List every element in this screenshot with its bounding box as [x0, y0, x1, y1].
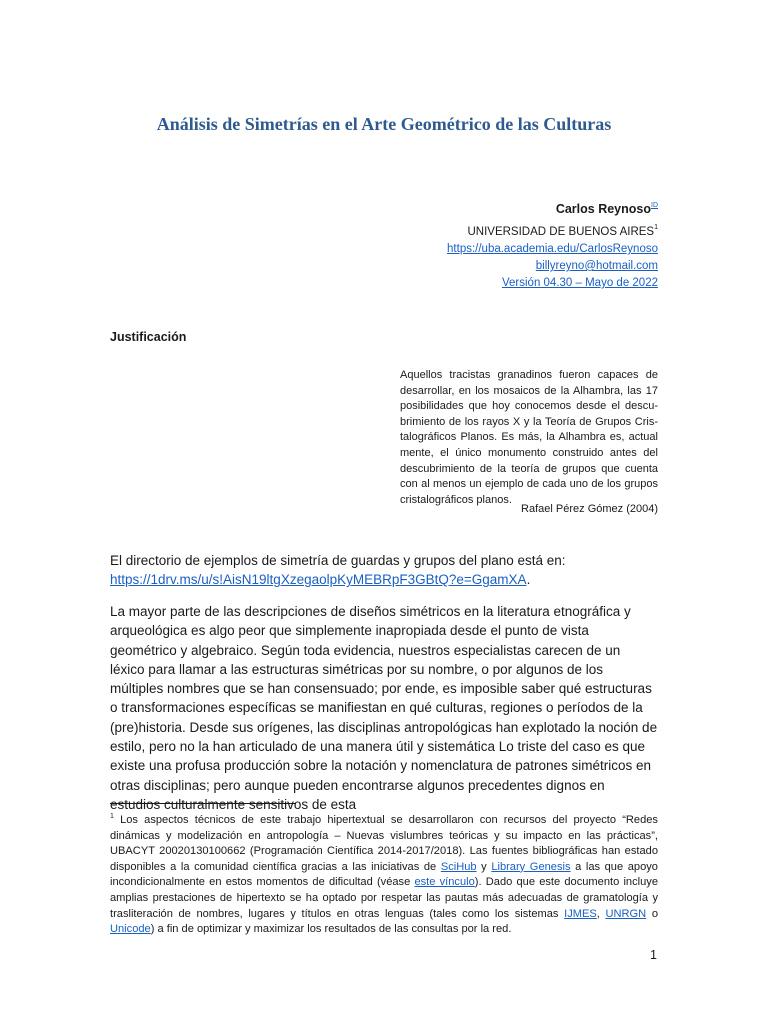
version-line	[298, 275, 658, 292]
academia-link[interactable]: https://uba.academia.edu/CarlosReynoso	[447, 243, 658, 255]
footnote-text-y: y	[481, 860, 487, 873]
footnote-separator	[110, 803, 296, 804]
author-affiliation-line	[298, 219, 658, 241]
este-vinculo-link[interactable]: este vínculo	[414, 876, 475, 889]
library-genesis-link[interactable]: Library Genesis	[491, 860, 571, 873]
scihub-link[interactable]: SciHub	[440, 860, 477, 873]
epigraph-quote: Aquellos tracistas granadinos fueron capaces de desarrollar, en los mosaicos de la Alhambra, las 17 posibilidades que hoy conocemos desde el descubrimiento de los rayos X y la Teoría de Grupos Cristalográficos Planos. Es más, la Alhambra es, actual mente, el único monumento construido antes del descubrimiento de la teoría de grupos que cuenta con al menos un ejemplo de cada uno de los grupos cristalográficos planos.	[400, 369, 658, 506]
author-name-line	[298, 196, 658, 219]
paragraph-main: La mayor parte de las descripciones de diseños simétricos en la literatura etnográfica y arqueológica es algo peor que simplemente inapropiada desde el punto de vista geométrico y algebraico. Según toda evidencia, nuestros especialistas carecen de un léxico para llamar a las estructuras simétricas por su nombre, o por algunos de los múltiples nombres que se han consensuado; por ende, es imposible saber qué estructuras o transformaciones específicas se manifiestan en qué culturas, regiones o períodos de la (pre)historia. Desde sus orígenes, las disciplinas antropológicas han explotado la noción de estilo, pero no la han articulado de una manera útil y sistemática Lo triste del caso es que existe una profusa producción sobre la notación y nomenclatura de patrones simétricos en otras disciplinas; pero aunque pueden encontrarse algunos precedentes dignos en estudios culturalmente sensitivos de esta	[110, 604, 658, 812]
footnote-text-a: Los aspectos técnicos de este trabajo hipertextual se desarrollaron con recursos del proyecto “Redes dinámicas y modelización en antropología – Nuevas vislumbres teóricas y su impacto en las prácticas”, UBACYT 20020130100662 (Programación Científica 2014-2017/2018). Las fuentes bibliográficas han estado disponibles a la comunidad científica gracias a las iniciativas de	[110, 814, 658, 873]
author-block	[298, 196, 658, 292]
ijmes-link[interactable]: IJMES	[564, 907, 597, 920]
unicode-link[interactable]: Unicode	[110, 923, 151, 936]
email-line	[298, 258, 658, 275]
academia-line	[298, 241, 658, 258]
author-affiliation: UNIVERSIDAD DE BUENOS AIRES	[467, 226, 655, 238]
footnote-text-d: ) a fin de optimizar y maximizar los resultados de las consultas por la red.	[150, 923, 512, 936]
footnote-text-c: ). Dado que este documento incluye amplias prestaciones de hipertexto se ha optado por respetar las pautas más adecuadas de gramatología y trasliteración de nombres, lugares y títulos en otras lenguas (tales como los sistemas	[110, 876, 658, 920]
footnote-marker: 1	[110, 813, 114, 820]
epigraph-attribution: Rafael Pérez Gómez (2004)	[521, 503, 658, 515]
author-name: Carlos Reynoso	[555, 202, 651, 216]
page-number: 1	[650, 948, 657, 962]
onedrive-link[interactable]: https://1drv.ms/u/s!AisN19ltgXzegaolpKyMEBRpF3GBtQ?e=GgamXA	[110, 572, 527, 588]
section-heading: Justificación	[110, 330, 187, 344]
footnote-1	[110, 809, 658, 938]
footnote-text-o: o	[651, 907, 658, 920]
orcid-link[interactable]: ID	[651, 202, 658, 209]
footnote-ref-1[interactable]: 1	[654, 224, 658, 231]
email-link[interactable]: billyreyno@hotmail.com	[535, 260, 658, 272]
paragraph-directory	[110, 551, 658, 590]
footnote-text-comma: ,	[596, 907, 600, 920]
paragraph-directory-text: El directorio de ejemplos de simetría de guardas y grupos del plano está en:	[110, 553, 566, 568]
unrgn-link[interactable]: UNRGN	[605, 907, 647, 920]
footnote-text-b: a las que apoyo incondicionalmente en estos momentos de dificultad (véase	[110, 860, 658, 889]
paragraph-directory-period: .	[526, 572, 531, 588]
version-link[interactable]: Versión 04.30 – Mayo de 2022	[501, 277, 658, 289]
document-title: Análisis de Simetrías en el Arte Geométrico de las Culturas	[156, 114, 612, 134]
